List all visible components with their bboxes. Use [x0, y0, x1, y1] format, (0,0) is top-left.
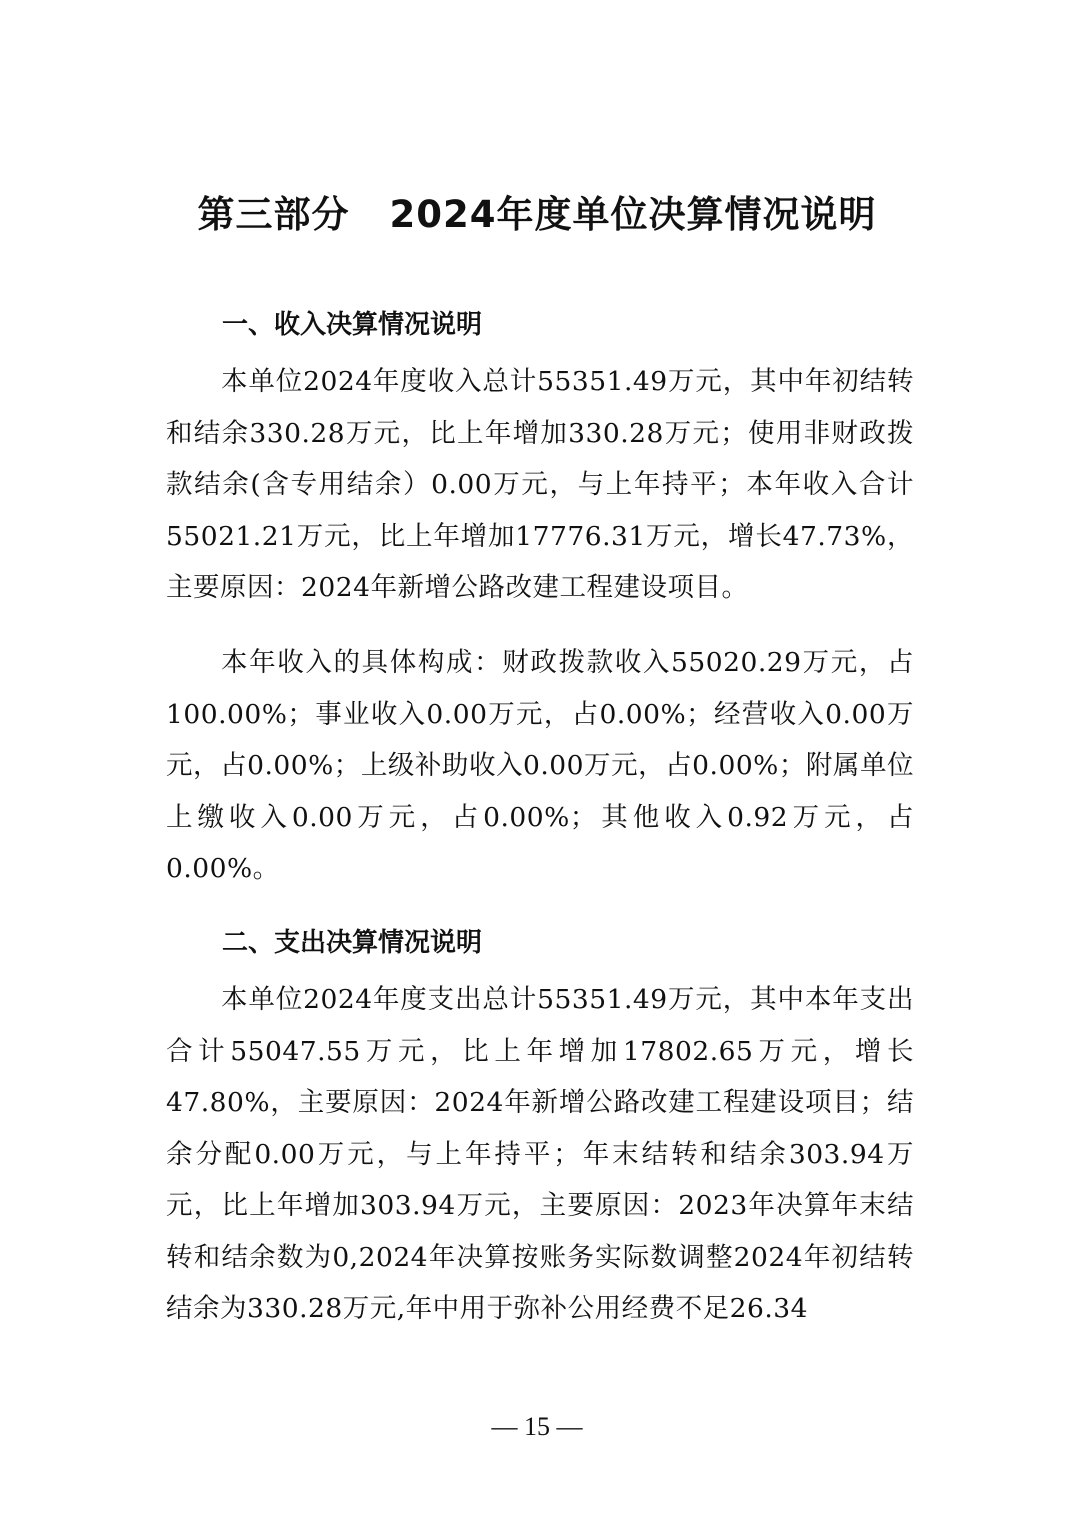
- paragraph-income-composition: 本年收入的具体构成：财政拨款收入55020.29万元，占100.00%；事业收入0.00万元，占0.00%；经营收入0.00万元，占0.00%；上级补助收入0.00万元，占0.00%；附属单位上缴收入0.00万元，占0.00%；其他收入0.92万元，占0.00%。: [166, 647, 914, 884]
- paragraph-expense-summary: 本单位2024年度支出总计55351.49万元，其中本年支出合计55047.55万元，比上年增加17802.65万元，增长47.80%，主要原因：2024年新增公路改建工程建设项目；结余分配0.00万元，与上年持平；年末结转和结余303.94万元，比上年增加303.94万元，主要原因：2023年决算年末结转和结余数为0,2024年决算按账务实际数调整2024年初结转结余为330.28万元,年中用于弥补公用经费不足26.34: [166, 984, 914, 1324]
- title-part: 第三部分: [197, 193, 350, 236]
- page-number: — 15 —: [491, 1412, 583, 1441]
- page-title: [0, 190, 1074, 240]
- title-text: 2024年度单位决算情况说明: [389, 193, 877, 236]
- section-heading-income: 一、收入决算情况说明: [222, 310, 483, 340]
- section-heading-expense: 二、支出决算情况说明: [222, 928, 483, 958]
- paragraph-income-summary: 本单位2024年度收入总计55351.49万元，其中年初结转和结余330.28万元，比上年增加330.28万元；使用非财政拨款结余(含专用结余）0.00万元，与上年持平；本年收入合计55021.21万元，比上年增加17776.31万元，增长47.73%，主要原因：2024年新增公路改建工程建设项目。: [166, 366, 914, 603]
